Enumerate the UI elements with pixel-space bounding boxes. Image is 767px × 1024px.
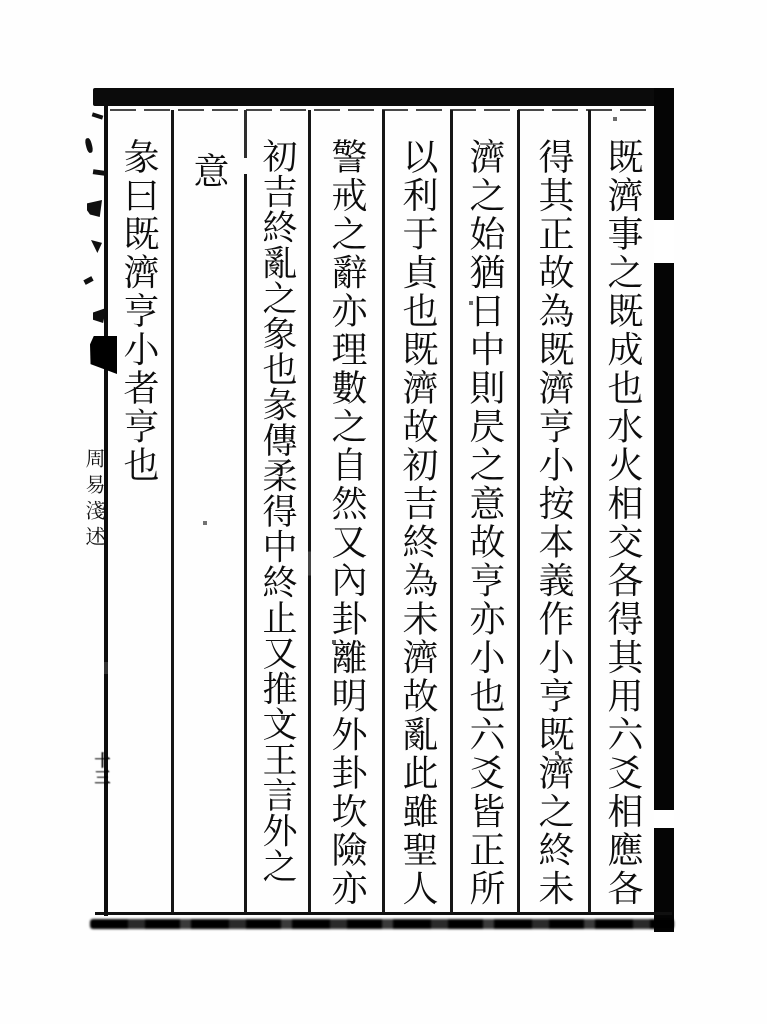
text-column-8: 彖曰既濟亨小者亨也 (118, 138, 159, 485)
book-title-margin: 周易淺述 (82, 448, 106, 552)
page-frame-top-border (93, 88, 674, 106)
text-column-3: 濟之始猶日中則昃之意故亨亦小也六爻皆正所 (464, 138, 505, 908)
folio-number: 十三 (92, 752, 111, 786)
text-column-5: 警戒之辭亦理數之自然又內卦離明外卦坎險亦 (326, 138, 367, 908)
text-column-6: 初吉終亂之象也彖傳柔得中終止又推文王言外之 (257, 138, 297, 884)
text-column-7: 意 (188, 152, 229, 191)
page-frame-right-border (654, 88, 674, 932)
text-column-1: 既濟事之既成也水火相交各得其用六爻相應各 (602, 138, 643, 908)
text-column-4: 以利于貞也既濟故初吉終為未濟故亂此雖聖人 (397, 138, 438, 908)
cutoff-character-fragments (82, 112, 108, 340)
scan-specks (0, 0, 2, 2)
fishtail-mark (90, 336, 117, 374)
text-column-2: 得其正故為既濟亨小按本義作小亨既濟之終未 (533, 138, 574, 908)
